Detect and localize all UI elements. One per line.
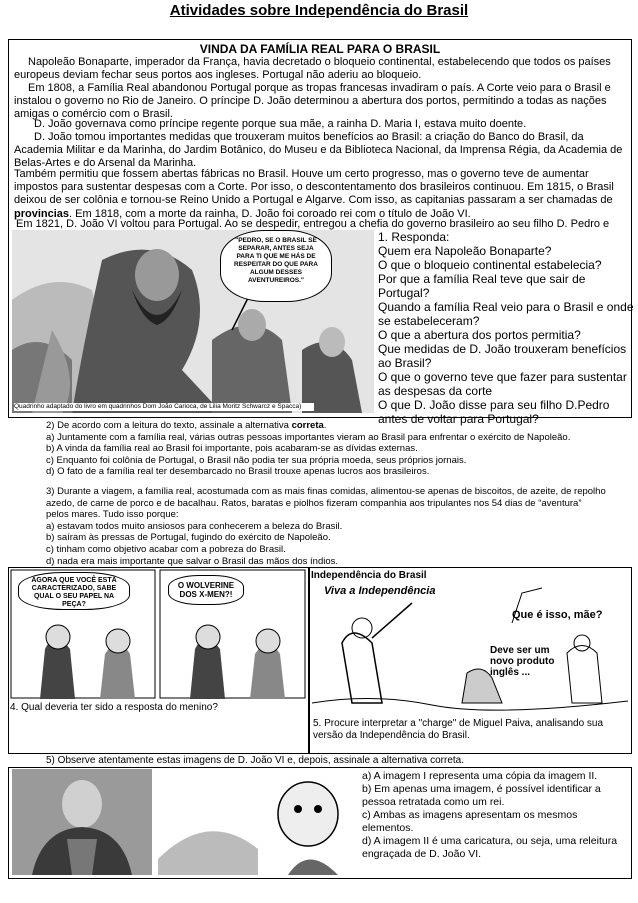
speech-bubble: "PEDRO, SE O BRASIL SE SEPARAR, ANTES SEJA PARA TI QUE ME HÁS DE RESPEITAR DO QUE PARA ALGUM DESSES AVENTUREIROS." — [220, 230, 332, 302]
cartoon-drawing — [312, 583, 628, 715]
page-title: Atividades sobre Independência do Brasil — [169, 2, 469, 19]
question-6-stem: 5) Observe atentamente estas imagens de D. João VI e, depois, assinale a alternativa correta. — [46, 755, 465, 766]
portrait-dom-joao — [12, 769, 152, 875]
q1-item: Por que a família Real teve que sair de Portugal? — [378, 272, 586, 300]
paragraph-5-text: Também permitiu que fossem abertas fábricas no Brasil. Houve um certo progresso, mas o governo teve de aumentar impostos para sustentar despesas com a Corte. Por isso, o descontentamento dos brasileiros continuou. Em 1815, o Brasil deixou de ser colônia e tornou-se Reino Unido a Portugal e Algarve. Com isso, as capitanias passaram a ser chamadas de — [14, 168, 614, 207]
q3-stem: 3) Durante a viagem, a família real, acostumada com as mais finas comidas, alimentou-se apenas de biscoitos, de azeite, de repolho azedo, de carne de porco e de bacalhau. Ratos, baratas e piolhos fizeram companhia aos tripulantes nos 54 dias de “aventura” pelos mares. Tudo isso porque: — [46, 486, 606, 521]
paragraph-1: Napoleão Bonaparte, imperador da França, havia decretado o bloqueio continental, estabelecendo que todos os países europeus deviam fechar seus portos aos ingleses. Portugal não aderiu ao bloqueio. — [14, 56, 611, 82]
q2-stem-text: 2) De acordo com a leitura do texto, assinale a alternativa — [46, 420, 289, 431]
caricature-dom-joao — [158, 769, 358, 875]
cartoon-independencia — [312, 583, 628, 715]
paragraph-2: Em 1808, a Família Real abandonou Portugal porque as tropas francesas invadiram o país. A Corte veio para o Brasil e instalou o governo no Rio de Janeiro. O príncipe D. João determinou a abertura dos portos, permitindo a todas as nações amigas o comércio com o Brasil. — [14, 82, 611, 121]
portrait-drawing — [12, 769, 152, 875]
cartoon-question: Que é isso, mãe? — [512, 609, 603, 621]
q2-stem-bold: correta — [291, 420, 324, 431]
q6-option[interactable]: d) A imagem II é uma caricatura, ou seja, uma releitura engraçada de D. João VI. — [362, 835, 618, 860]
provincias-term: provincias — [14, 207, 70, 220]
q3-option[interactable]: a) estavam todos muito ansiosos para conhecerem a beleza do Brasil. — [46, 520, 343, 532]
bubble-left: AGORA QUE VOCÊ ESTÁ CARACTERIZADO, SABE QUAL O SEU PAPEL NA PEÇA? — [18, 572, 130, 610]
q3-option[interactable]: d) nada era mais importante que salvar o Brasil das mãos dos índios. — [46, 555, 339, 567]
q2-option[interactable]: a) Juntamente com a família real, várias outras pessoas importantes vieram ao Brasil para enfrentar o exército de Napoleão. — [46, 431, 571, 443]
q1-item: O que o bloqueio continental estabelecia? — [378, 258, 602, 272]
paragraph-5 — [14, 168, 626, 221]
bubble-right: O WOLVERINE DOS X-MEN?! — [168, 575, 244, 605]
q2-option[interactable]: b) A vinda da família real ao Brasil foi importante, pois acabaram-se as dívidas externas. — [46, 443, 418, 455]
question-5-heading: Independência do Brasil — [311, 570, 427, 581]
question-1-heading: 1. Responda: — [378, 230, 450, 244]
question-1 — [378, 230, 634, 426]
q1-item: Quando a família Real veio para o Brasil e onde se estabeleceram? — [378, 300, 634, 328]
paragraph-4: D. João tomou importantes medidas que trouxeram muitos benefícios ao Brasil: a criação do Banco do Brasil, da Academia Militar e da Marinha, do Jardim Botânico, do Museu e da Biblioteca Nacional, da Imprensa Régia, da Academia de Belas-Artes e do Arsenal da Marinha. — [14, 131, 623, 170]
comic-credit: Quadrinho adaptado do livro em quadrinhos Dom João Carioca, de Lilia Moritz Schwarcz e Spacca) — [14, 403, 314, 411]
cartoon-sign: Deve ser um novo produto inglês ... — [490, 645, 555, 678]
question-2 — [46, 420, 626, 478]
question-5-text: 5. Procure interpretar a "charge" de Miguel Paiva, analisando sua versão da Independência do Brasil. — [313, 718, 604, 741]
q2-option[interactable]: d) O fato de a família real ter desembarcado no Brasil trouxe apenas lucros aos brasileiros. — [46, 466, 430, 478]
q2-stem — [46, 420, 626, 432]
q3-option[interactable]: b) saíram às pressas de Portugal, fugindo do exército de Napoleão. — [46, 532, 331, 544]
cartoon-title: Viva a Independência — [324, 585, 436, 597]
comic-wolverine — [10, 569, 306, 699]
q1-item: Quem era Napoleão Bonaparte? — [378, 244, 552, 258]
question-6-options — [362, 770, 624, 861]
section-heading: VINDA DA FAMÍLIA REAL PARA O BRASIL — [199, 42, 441, 56]
question-4-text: 4. Qual deveria ter sido a resposta do menino? — [10, 702, 218, 713]
q1-item: O que a abertura dos portos permitia? — [378, 328, 581, 342]
paragraph-5-end: . Em 1818, com a morte da rainha, D. João foi coroado rei com o título de João VI. — [69, 207, 471, 220]
paragraph-6: Em 1821, D. João VI voltou para Portugal. Ao se despedir, entregou a chefia do governo brasileiro ao seu filho D. Pedro e — [16, 218, 610, 230]
q2-stem-end: . — [323, 420, 327, 431]
caricature-drawing — [158, 769, 358, 875]
comic-dom-joao — [12, 230, 374, 413]
q6-option[interactable]: a) A imagem I representa uma cópia da imagem II. — [362, 770, 598, 782]
q6-option[interactable]: b) Em apenas uma imagem, é possível identificar a pessoa retratada como um rei. — [362, 783, 601, 808]
q1-item: O que D. João disse para seu filho D.Pedro antes de voltar para Portugal? — [378, 398, 610, 426]
q1-item: Que medidas de D. João trouxeram benefícios ao Brasil? — [378, 342, 627, 370]
q1-item: O que o governo teve que fazer para sustentar as despesas da corte — [378, 370, 627, 398]
paragraph-3: D. João governava como príncipe regente porque sua mãe, a rainha D. Maria I, estava muito doente. — [34, 118, 527, 130]
q2-option[interactable]: c) Enquanto foi colônia de Portugal, o Brasil não podia ter sua própria moeda, seus próprios jornais. — [46, 454, 467, 466]
q6-option[interactable]: c) Ambas as imagens apresentam os mesmos elementos. — [362, 809, 578, 834]
question-3 — [46, 486, 606, 567]
q3-option[interactable]: c) tinham como objetivo acabar com a pobreza do Brasil. — [46, 543, 286, 555]
